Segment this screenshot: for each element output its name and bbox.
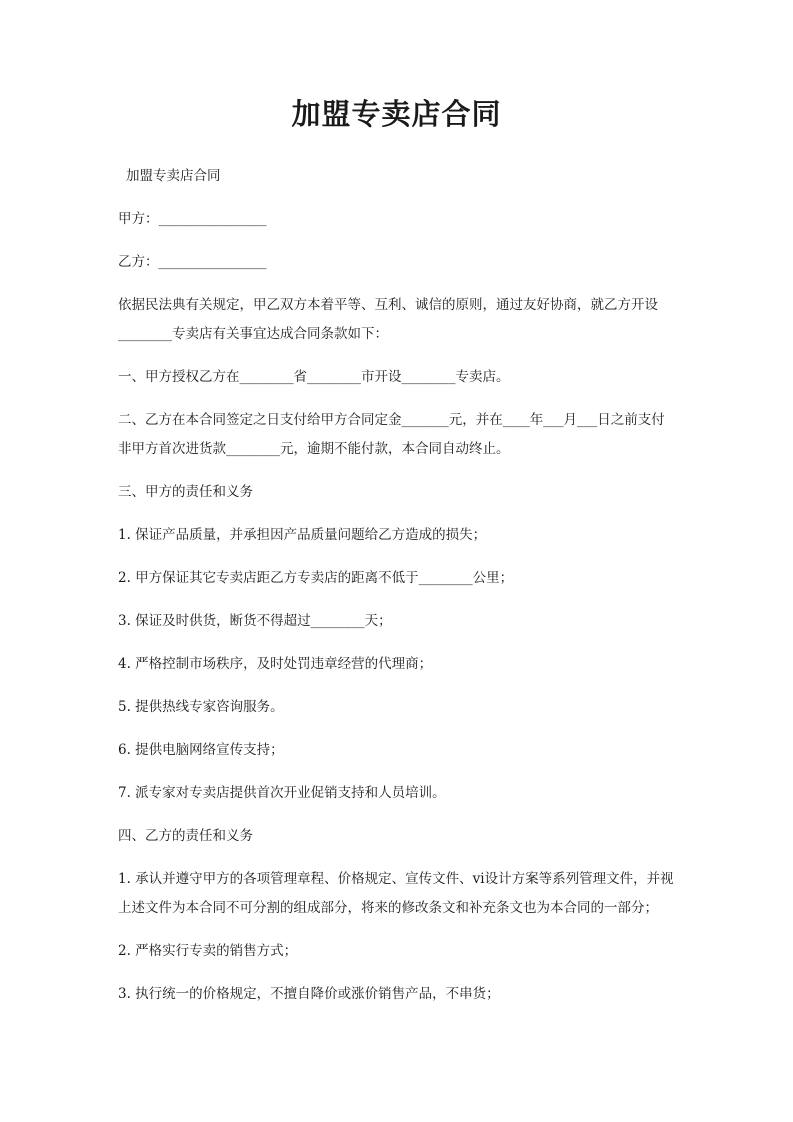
document-body xyxy=(118,162,678,1023)
preamble-paragraph: 依据民法典有关规定，甲乙双方本着平等、互利、诚信的原则，通过友好协商，就乙方开设________专卖店有关事宜达成合同条款如下： xyxy=(118,297,658,342)
section-heading-party-b-duties: 四、乙方的责任和义务 xyxy=(118,828,253,844)
party-a-duty-5: 5. 提供热线专家咨询服务。 xyxy=(118,699,284,715)
document-title: 加盟专卖店合同 xyxy=(291,97,502,131)
party-a-duty-7: 7. 派专家对专卖店提供首次开业促销支持和人员培训。 xyxy=(118,785,446,801)
party-a-duty-1: 1. 保证产品质量，并承担因产品质量问题给乙方造成的损失； xyxy=(118,527,487,543)
party-a-line: 甲方：________________ xyxy=(118,211,267,227)
clause-2: 二、乙方在本合同签定之日支付给甲方合同定金_______元，并在____年___月___日之前支付非甲方首次进货款________元，逾期不能付款，本合同自动终止。 xyxy=(118,412,665,457)
section-heading-party-a-duties: 三、甲方的责任和义务 xyxy=(118,484,253,500)
party-a-duty-4: 4. 严格控制市场秩序，及时处罚违章经营的代理商； xyxy=(118,656,433,672)
party-b-line: 乙方：________________ xyxy=(118,254,267,270)
subtitle-line: 加盟专卖店合同 xyxy=(126,168,221,184)
party-a-duty-6: 6. 提供电脑网络宣传支持； xyxy=(118,742,284,758)
party-b-duty-2: 2. 严格实行专卖的销售方式； xyxy=(118,943,298,959)
party-b-duty-3: 3. 执行统一的价格规定，不擅自降价或涨价销售产品，不串货； xyxy=(118,986,500,1002)
party-a-duty-3: 3. 保证及时供货，断货不得超过________天； xyxy=(118,613,392,629)
party-a-duty-2: 2. 甲方保证其它专卖店距乙方专卖店的距离不低于________公里； xyxy=(118,570,514,586)
party-b-duty-1: 1. 承认并遵守甲方的各项管理章程、价格规定、宣传文件、vi设计方案等系列管理文件，并视上述文件为本合同不可分割的组成部分，将来的修改条文和补充条文也为本合同的一部分； xyxy=(118,871,674,916)
clause-1: 一、甲方授权乙方在________省________市开设________专卖店。 xyxy=(118,369,510,385)
